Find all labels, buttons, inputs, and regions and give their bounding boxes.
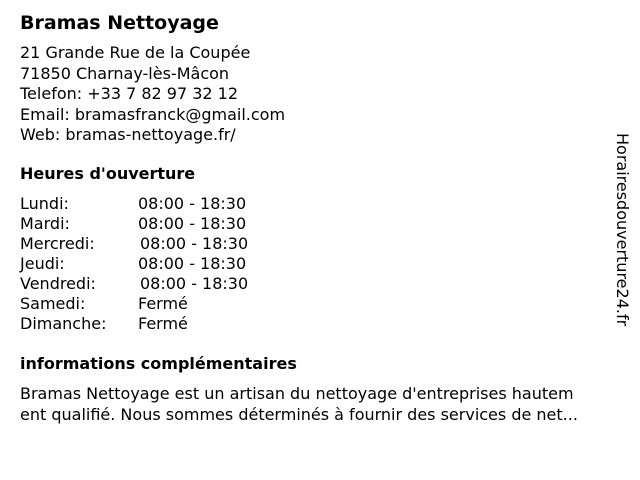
opening-hours-heading: Heures d'ouverture xyxy=(20,164,196,183)
email-address: Email: bramasfranck@gmail.com xyxy=(20,104,286,124)
day-hours: 08:00 - 18:30 xyxy=(138,214,247,233)
day-hours: 08:00 - 18:30 xyxy=(140,274,249,293)
description-line-1: Bramas Nettoyage est un artisan du nettoyage d'entreprises hautem xyxy=(20,384,574,403)
day-label: Samedi: xyxy=(20,294,86,313)
day-label: Dimanche: xyxy=(20,314,107,333)
description-line-2: ent qualifié. Nous sommes déterminés à fournir des services de net... xyxy=(20,405,578,424)
phone-number: Telefon: +33 7 82 97 32 12 xyxy=(20,84,239,103)
address-line-1: 21 Grande Rue de la Coupée xyxy=(20,43,251,62)
site-watermark: Horairesdouverture24.fr xyxy=(613,133,632,327)
day-hours: 08:00 - 18:30 xyxy=(138,254,247,273)
website: Web: bramas-nettoyage.fr/ xyxy=(20,125,236,144)
day-hours: Fermé xyxy=(138,294,188,313)
address-line-2: 71850 Charnay-lès-Mâcon xyxy=(20,63,230,83)
day-hours: Fermé xyxy=(138,314,188,333)
day-label: Vendredi: xyxy=(20,274,96,293)
business-description xyxy=(20,383,632,425)
day-label: Jeudi: xyxy=(20,254,65,273)
contact-block xyxy=(20,43,285,146)
additional-info-heading: informations complémentaires xyxy=(20,354,297,373)
business-name: Bramas Nettoyage xyxy=(20,12,219,34)
day-hours: 08:00 - 18:30 xyxy=(138,194,247,213)
day-label: Lundi: xyxy=(20,194,69,213)
day-label: Mercredi: xyxy=(20,234,95,253)
day-label: Mardi: xyxy=(20,214,70,233)
day-hours: 08:00 - 18:30 xyxy=(140,234,249,253)
